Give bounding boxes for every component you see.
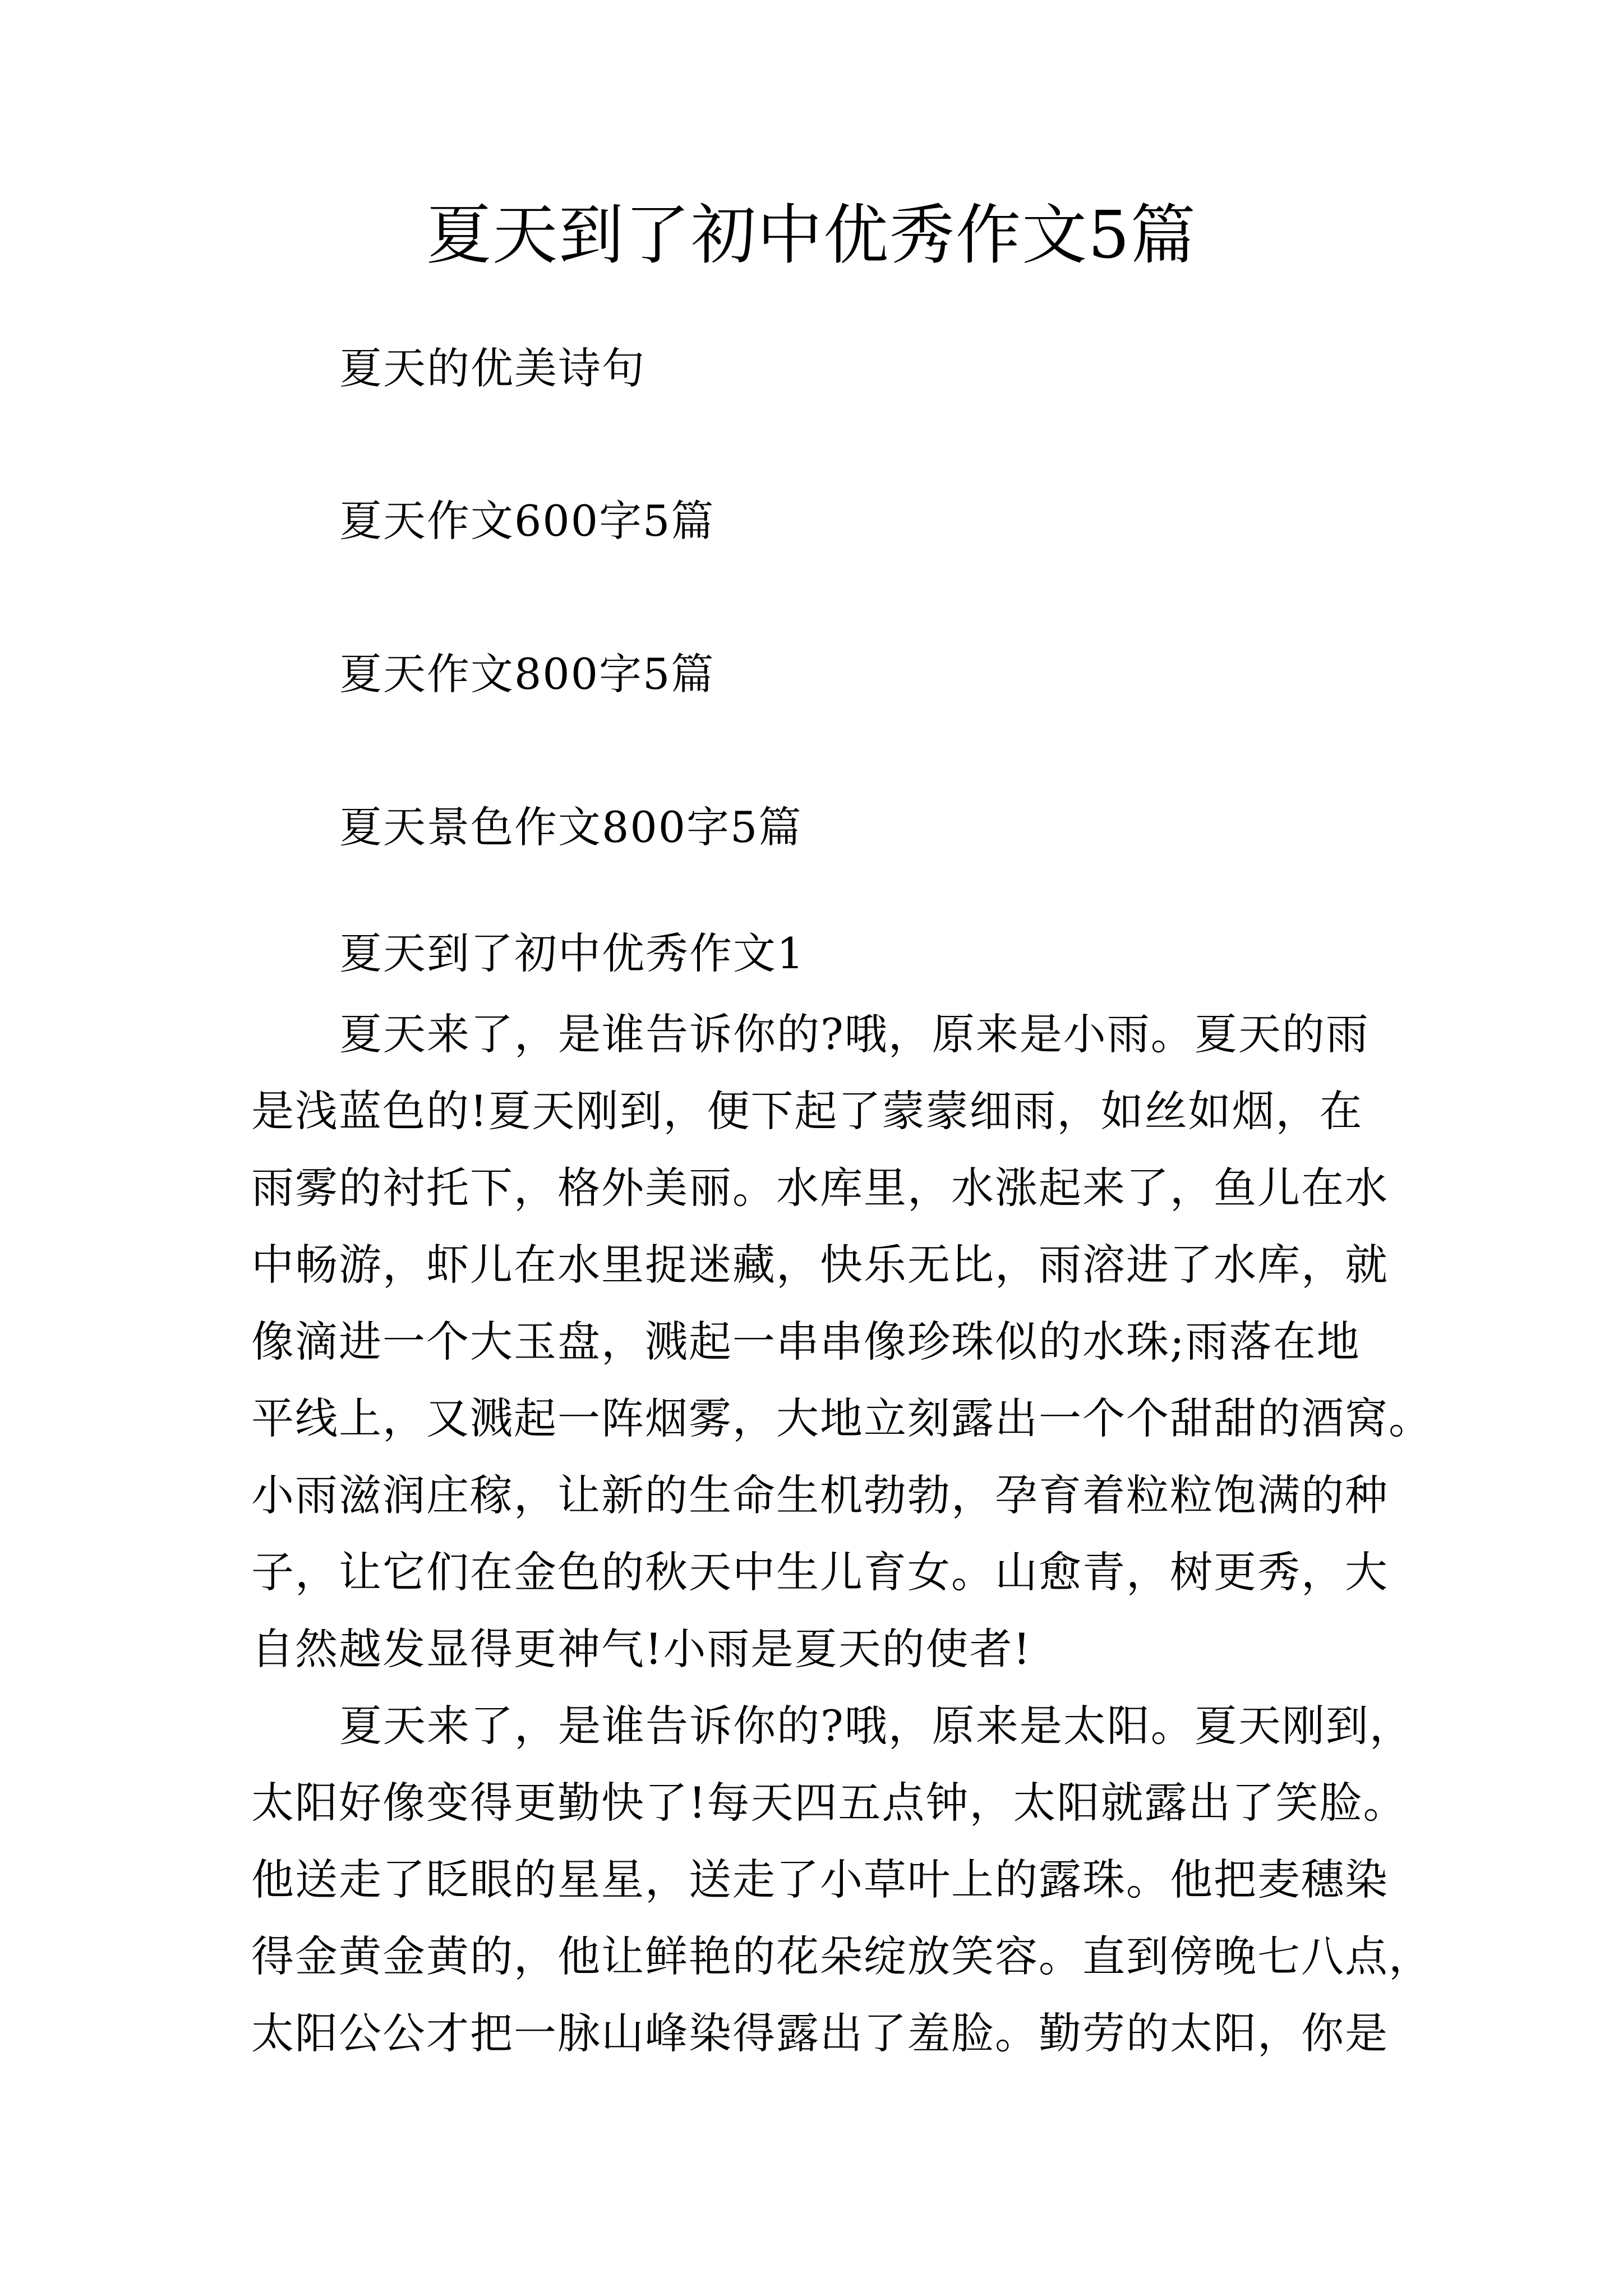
paragraph-line: 太阳好像变得更勤快了!每天四五点钟，太阳就露出了笑脸。 — [251, 1778, 1407, 1828]
contents-item: 夏天景色作文800字5篇 — [339, 802, 803, 852]
paragraph-line: 得金黄金黄的，他让鲜艳的花朵绽放笑容。直到傍晚七八点， — [251, 1931, 1432, 1981]
paragraph-line: 平线上，又溅起一阵烟雾，大地立刻露出一个个甜甜的酒窝。 — [251, 1393, 1432, 1443]
essay-body — [251, 996, 1432, 2072]
paragraph-line: 太阳公公才把一脉山峰染得露出了羞脸。勤劳的太阳，你是 — [251, 2008, 1389, 2058]
paragraph-line: 雨雾的衬托下，格外美丽。水库里，水涨起来了，鱼儿在水 — [251, 1163, 1389, 1213]
paragraph-line: 子，让它们在金色的秋天中生儿育女。山愈青，树更秀，大 — [251, 1547, 1389, 1597]
paragraph-line: 是浅蓝色的!夏天刚到，便下起了蒙蒙细雨，如丝如烟，在 — [251, 1086, 1363, 1136]
paragraph-line: 夏天来了，是谁告诉你的?哦，原来是小雨。夏天的雨 — [339, 1009, 1370, 1059]
contents-item: 夏天作文600字5篇 — [339, 496, 715, 546]
paragraph-line: 中畅游，虾儿在水里捉迷藏，快乐无比，雨溶进了水库，就 — [251, 1240, 1389, 1290]
paragraph-line: 夏天来了，是谁告诉你的?哦，原来是太阳。夏天刚到， — [339, 1701, 1413, 1751]
contents-item: 夏天的优美诗句 — [339, 343, 645, 393]
paragraph-line: 像滴进一个大玉盘，溅起一串串像珍珠似的水珠;雨落在地 — [251, 1317, 1361, 1366]
paragraph-line: 小雨滋润庄稼，让新的生命生机勃勃，孕育着粒粒饱满的种 — [251, 1470, 1389, 1520]
paragraph-line: 自然越发显得更神气!小雨是夏天的使者! — [251, 1624, 1032, 1674]
section-heading: 夏天到了初中优秀作文1 — [339, 928, 805, 978]
document-title: 夏天到了初中优秀作文5篇 — [426, 197, 1197, 273]
contents-item: 夏天作文800字5篇 — [339, 649, 715, 699]
paragraph-line: 他送走了眨眼的星星，送走了小草叶上的露珠。他把麦穗染 — [251, 1855, 1389, 1904]
